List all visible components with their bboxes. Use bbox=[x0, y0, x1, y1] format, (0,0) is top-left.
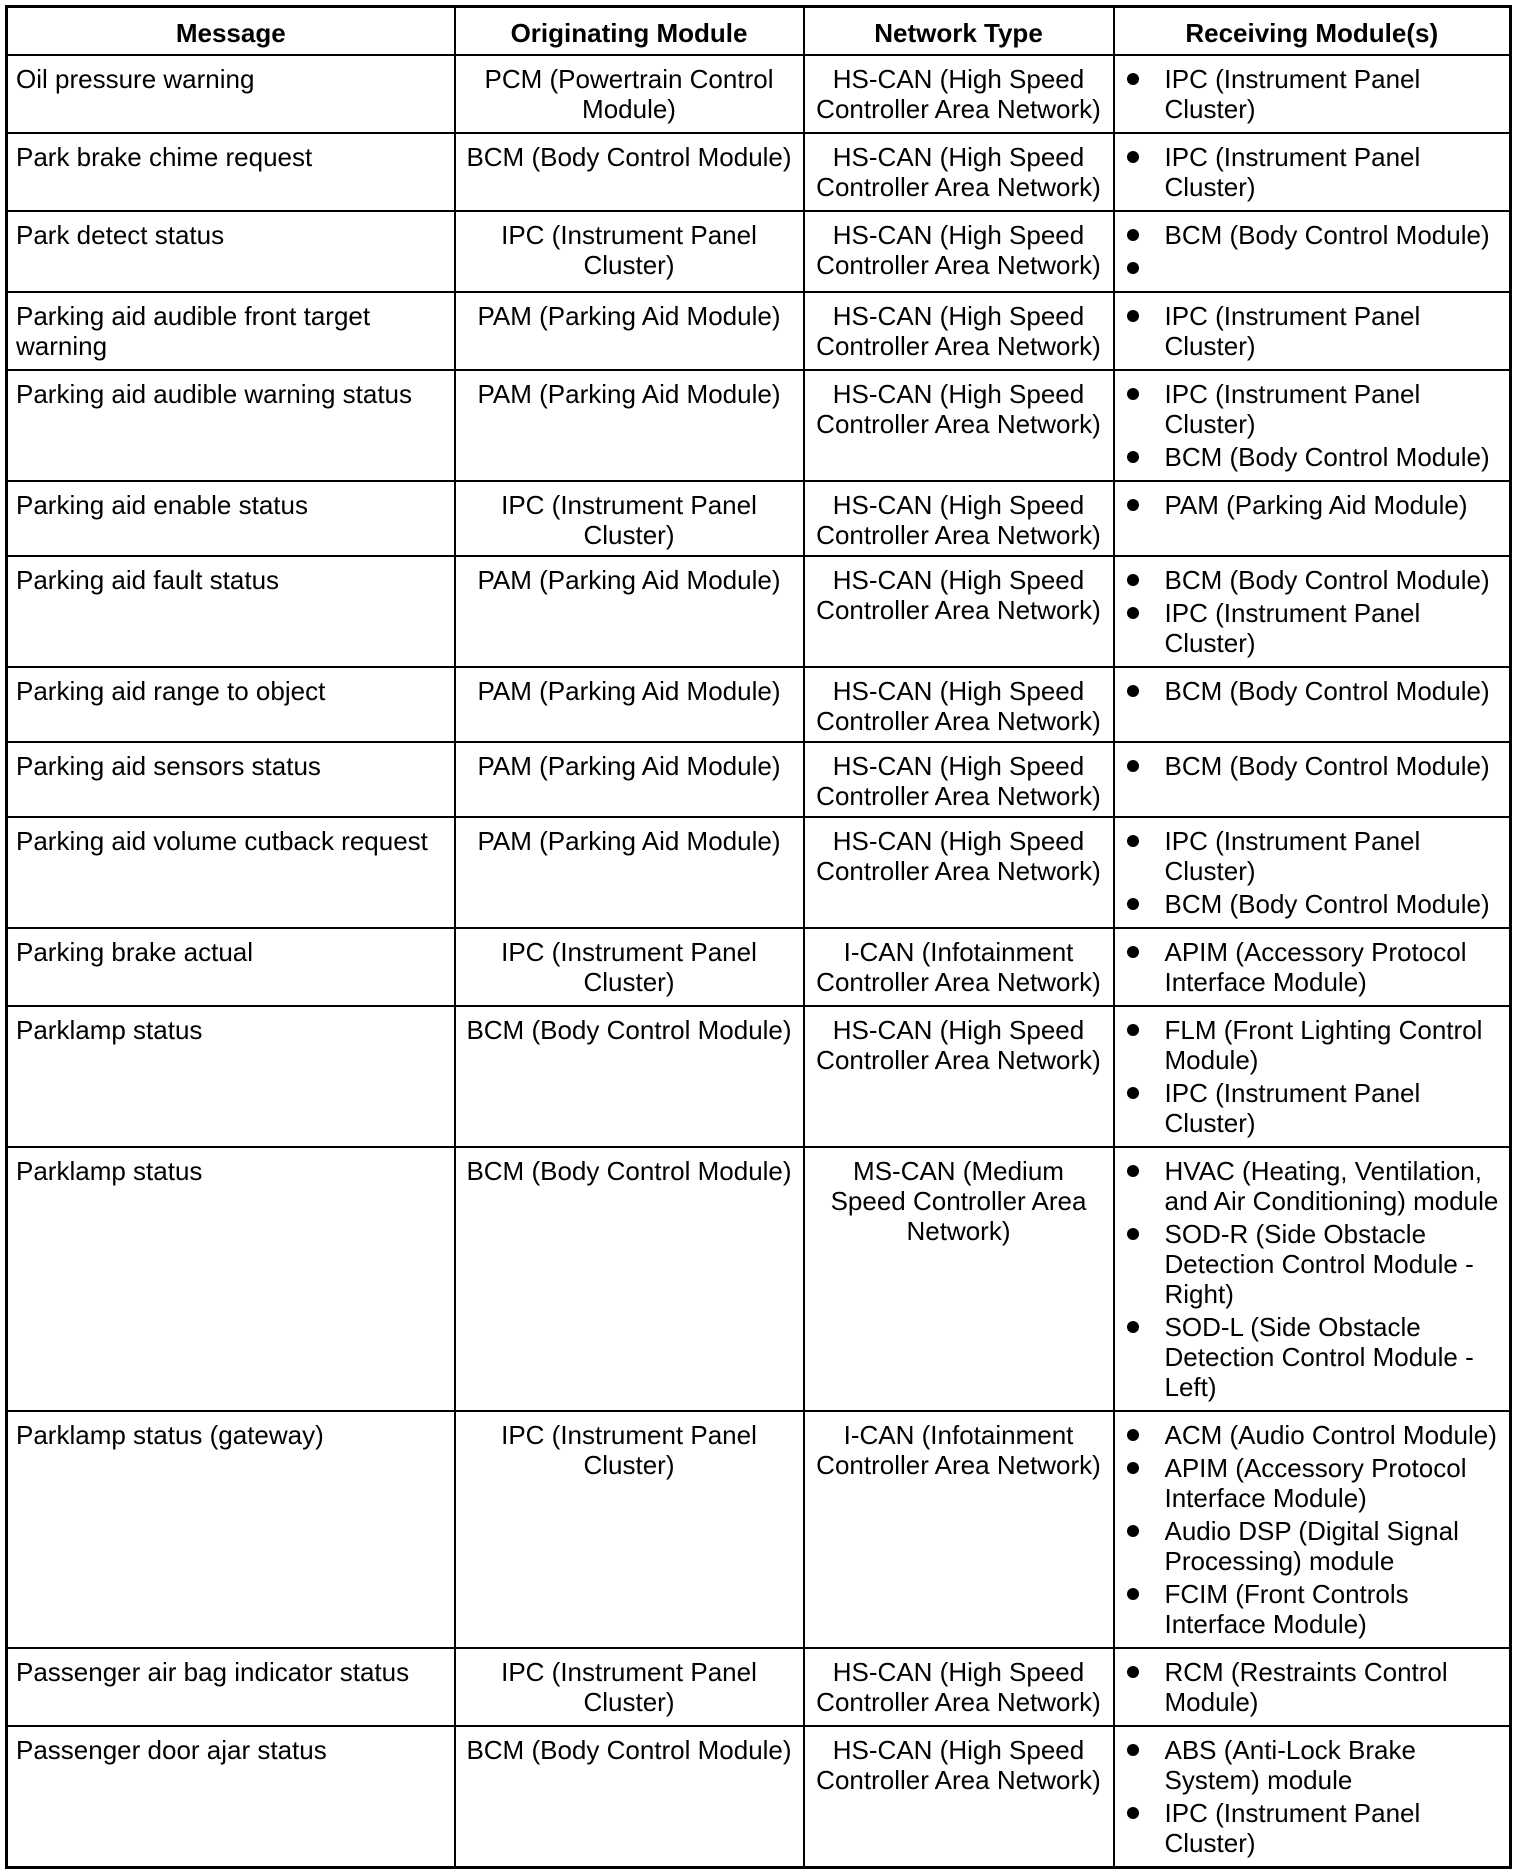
message-cell: Parklamp status bbox=[7, 1147, 455, 1411]
table-row bbox=[7, 556, 1511, 667]
receiving-module-item bbox=[1123, 253, 1502, 283]
receiving-module-item: SOD-R (Side Obstacle Detection Control Module - Right) bbox=[1123, 1219, 1502, 1309]
network-type-cell: HS-CAN (High Speed Controller Area Network) bbox=[804, 133, 1114, 211]
message-cell: Parking brake actual bbox=[7, 928, 455, 1006]
receiving-modules-cell bbox=[1114, 211, 1511, 292]
message-cell: Parking aid fault status bbox=[7, 556, 455, 667]
receiving-module-item: IPC (Instrument Panel Cluster) bbox=[1123, 1078, 1502, 1138]
header-message: Message bbox=[7, 7, 455, 55]
receiving-modules-list bbox=[1123, 301, 1502, 361]
table-row bbox=[7, 1411, 1511, 1648]
receiving-modules-cell bbox=[1114, 133, 1511, 211]
receiving-module-item: IPC (Instrument Panel Cluster) bbox=[1123, 379, 1502, 439]
originating-module-cell: PAM (Parking Aid Module) bbox=[455, 556, 804, 667]
receiving-module-item: FCIM (Front Controls Interface Module) bbox=[1123, 1579, 1502, 1639]
originating-module-cell: IPC (Instrument Panel Cluster) bbox=[455, 481, 804, 556]
table-row bbox=[7, 133, 1511, 211]
originating-module-cell: BCM (Body Control Module) bbox=[455, 1147, 804, 1411]
receiving-module-item: BCM (Body Control Module) bbox=[1123, 442, 1502, 472]
originating-module-cell: IPC (Instrument Panel Cluster) bbox=[455, 1411, 804, 1648]
receiving-module-item: ACM (Audio Control Module) bbox=[1123, 1420, 1502, 1450]
network-type-cell: HS-CAN (High Speed Controller Area Network) bbox=[804, 481, 1114, 556]
receiving-modules-cell bbox=[1114, 1648, 1511, 1726]
network-type-cell: HS-CAN (High Speed Controller Area Network) bbox=[804, 1726, 1114, 1868]
receiving-modules-cell bbox=[1114, 556, 1511, 667]
originating-module-cell: IPC (Instrument Panel Cluster) bbox=[455, 1648, 804, 1726]
receiving-module-item: FLM (Front Lighting Control Module) bbox=[1123, 1015, 1502, 1075]
message-cell: Parking aid volume cutback request bbox=[7, 817, 455, 928]
message-cell: Parking aid sensors status bbox=[7, 742, 455, 817]
receiving-modules-list bbox=[1123, 142, 1502, 202]
receiving-module-item: IPC (Instrument Panel Cluster) bbox=[1123, 64, 1502, 124]
receiving-modules-cell bbox=[1114, 55, 1511, 133]
originating-module-cell: IPC (Instrument Panel Cluster) bbox=[455, 928, 804, 1006]
receiving-modules-list bbox=[1123, 1156, 1502, 1402]
receiving-module-item: Audio DSP (Digital Signal Processing) module bbox=[1123, 1516, 1502, 1576]
receiving-modules-cell bbox=[1114, 1006, 1511, 1147]
receiving-module-item: PAM (Parking Aid Module) bbox=[1123, 490, 1502, 520]
message-cell: Passenger door ajar status bbox=[7, 1726, 455, 1868]
table-row bbox=[7, 211, 1511, 292]
receiving-module-item: APIM (Accessory Protocol Interface Module) bbox=[1123, 937, 1502, 997]
table-row bbox=[7, 370, 1511, 481]
receiving-module-item: ABS (Anti-Lock Brake System) module bbox=[1123, 1735, 1502, 1795]
table-body bbox=[7, 55, 1511, 1868]
message-cell: Parklamp status (gateway) bbox=[7, 1411, 455, 1648]
message-cell: Oil pressure warning bbox=[7, 55, 455, 133]
table-row bbox=[7, 292, 1511, 370]
network-type-cell: HS-CAN (High Speed Controller Area Network) bbox=[804, 742, 1114, 817]
message-cell: Park detect status bbox=[7, 211, 455, 292]
receiving-modules-list bbox=[1123, 64, 1502, 124]
receiving-module-item: IPC (Instrument Panel Cluster) bbox=[1123, 301, 1502, 361]
network-type-cell: HS-CAN (High Speed Controller Area Network) bbox=[804, 556, 1114, 667]
receiving-modules-list bbox=[1123, 1657, 1502, 1717]
table-row bbox=[7, 1147, 1511, 1411]
receiving-modules-cell bbox=[1114, 742, 1511, 817]
message-cell: Parking aid audible warning status bbox=[7, 370, 455, 481]
receiving-modules-cell bbox=[1114, 1726, 1511, 1868]
receiving-modules-cell bbox=[1114, 667, 1511, 742]
receiving-module-item: IPC (Instrument Panel Cluster) bbox=[1123, 826, 1502, 886]
originating-module-cell: BCM (Body Control Module) bbox=[455, 133, 804, 211]
originating-module-cell: PCM (Powertrain Control Module) bbox=[455, 55, 804, 133]
network-type-cell: HS-CAN (High Speed Controller Area Network) bbox=[804, 211, 1114, 292]
receiving-module-item: BCM (Body Control Module) bbox=[1123, 220, 1502, 250]
receiving-modules-list bbox=[1123, 937, 1502, 997]
header-receiving-modules: Receiving Module(s) bbox=[1114, 7, 1511, 55]
network-type-cell: HS-CAN (High Speed Controller Area Network) bbox=[804, 55, 1114, 133]
receiving-module-item: BCM (Body Control Module) bbox=[1123, 889, 1502, 919]
network-type-cell: HS-CAN (High Speed Controller Area Network) bbox=[804, 1006, 1114, 1147]
network-type-cell: HS-CAN (High Speed Controller Area Network) bbox=[804, 667, 1114, 742]
originating-module-cell: PAM (Parking Aid Module) bbox=[455, 292, 804, 370]
network-type-cell: I-CAN (Infotainment Controller Area Network) bbox=[804, 1411, 1114, 1648]
table-row bbox=[7, 928, 1511, 1006]
table-row bbox=[7, 817, 1511, 928]
message-cell: Parklamp status bbox=[7, 1006, 455, 1147]
receiving-modules-list bbox=[1123, 751, 1502, 781]
table-row bbox=[7, 55, 1511, 133]
receiving-modules-list bbox=[1123, 490, 1502, 520]
table-header bbox=[7, 7, 1511, 55]
receiving-module-item: BCM (Body Control Module) bbox=[1123, 565, 1502, 595]
receiving-modules-cell bbox=[1114, 370, 1511, 481]
receiving-modules-list bbox=[1123, 220, 1502, 283]
table-row bbox=[7, 1726, 1511, 1868]
receiving-modules-cell bbox=[1114, 817, 1511, 928]
receiving-modules-cell bbox=[1114, 1411, 1511, 1648]
receiving-modules-list bbox=[1123, 565, 1502, 658]
message-cell: Parking aid range to object bbox=[7, 667, 455, 742]
table-row bbox=[7, 481, 1511, 556]
header-row bbox=[7, 7, 1511, 55]
message-cell: Parking aid audible front target warning bbox=[7, 292, 455, 370]
can-message-table bbox=[5, 5, 1512, 1869]
originating-module-cell: PAM (Parking Aid Module) bbox=[455, 667, 804, 742]
originating-module-cell: IPC (Instrument Panel Cluster) bbox=[455, 211, 804, 292]
message-cell: Park brake chime request bbox=[7, 133, 455, 211]
receiving-module-item: RCM (Restraints Control Module) bbox=[1123, 1657, 1502, 1717]
table-row bbox=[7, 667, 1511, 742]
network-type-cell: HS-CAN (High Speed Controller Area Network) bbox=[804, 292, 1114, 370]
originating-module-cell: BCM (Body Control Module) bbox=[455, 1006, 804, 1147]
receiving-modules-list bbox=[1123, 1420, 1502, 1639]
network-type-cell: MS-CAN (Medium Speed Controller Area Network) bbox=[804, 1147, 1114, 1411]
receiving-module-item: HVAC (Heating, Ventilation, and Air Conditioning) module bbox=[1123, 1156, 1502, 1216]
table-row bbox=[7, 1006, 1511, 1147]
receiving-modules-cell bbox=[1114, 292, 1511, 370]
network-type-cell: I-CAN (Infotainment Controller Area Network) bbox=[804, 928, 1114, 1006]
receiving-modules-cell bbox=[1114, 1147, 1511, 1411]
table-row bbox=[7, 1648, 1511, 1726]
originating-module-cell: PAM (Parking Aid Module) bbox=[455, 817, 804, 928]
network-type-cell: HS-CAN (High Speed Controller Area Network) bbox=[804, 1648, 1114, 1726]
message-cell: Parking aid enable status bbox=[7, 481, 455, 556]
network-type-cell: HS-CAN (High Speed Controller Area Network) bbox=[804, 817, 1114, 928]
receiving-module-item: IPC (Instrument Panel Cluster) bbox=[1123, 1798, 1502, 1858]
table-row bbox=[7, 742, 1511, 817]
receiving-modules-list bbox=[1123, 379, 1502, 472]
originating-module-cell: BCM (Body Control Module) bbox=[455, 1726, 804, 1868]
originating-module-cell: PAM (Parking Aid Module) bbox=[455, 370, 804, 481]
receiving-modules-list bbox=[1123, 1015, 1502, 1138]
message-cell: Passenger air bag indicator status bbox=[7, 1648, 455, 1726]
header-originating-module: Originating Module bbox=[455, 7, 804, 55]
receiving-module-item: IPC (Instrument Panel Cluster) bbox=[1123, 598, 1502, 658]
receiving-modules-list bbox=[1123, 676, 1502, 706]
receiving-modules-cell bbox=[1114, 481, 1511, 556]
receiving-module-item: IPC (Instrument Panel Cluster) bbox=[1123, 142, 1502, 202]
receiving-module-item: BCM (Body Control Module) bbox=[1123, 751, 1502, 781]
header-network-type: Network Type bbox=[804, 7, 1114, 55]
receiving-modules-list bbox=[1123, 826, 1502, 919]
receiving-modules-cell bbox=[1114, 928, 1511, 1006]
network-type-cell: HS-CAN (High Speed Controller Area Network) bbox=[804, 370, 1114, 481]
receiving-module-item: SOD-L (Side Obstacle Detection Control Module - Left) bbox=[1123, 1312, 1502, 1402]
receiving-module-item: BCM (Body Control Module) bbox=[1123, 676, 1502, 706]
receiving-modules-list bbox=[1123, 1735, 1502, 1858]
originating-module-cell: PAM (Parking Aid Module) bbox=[455, 742, 804, 817]
receiving-module-item: APIM (Accessory Protocol Interface Module) bbox=[1123, 1453, 1502, 1513]
